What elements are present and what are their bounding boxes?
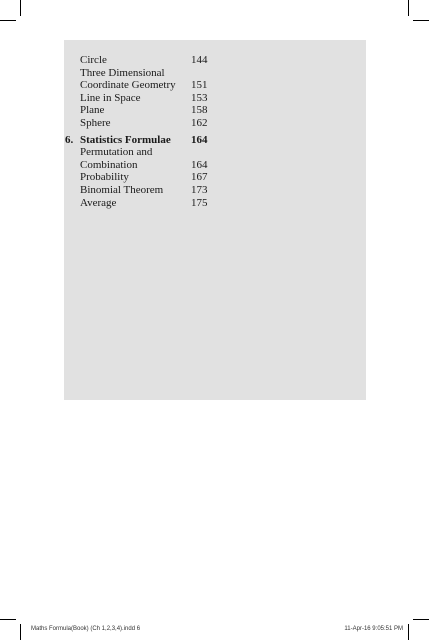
crop-mark-bottom-left <box>20 624 21 640</box>
toc-entry-label: Binomial Theorem <box>80 183 164 196</box>
toc-chapter-title: Statistics Formulae <box>80 133 171 146</box>
crop-mark-left-top <box>0 20 16 21</box>
contents-panel <box>64 40 366 400</box>
crop-mark-bottom-right <box>408 624 409 640</box>
table-of-contents <box>64 54 366 209</box>
toc-entry-label: Permutation and <box>80 146 153 159</box>
slug-file-name: Maths Formula(Book) (Ch 1,2,3,4).indd 6 <box>31 626 141 632</box>
crop-mark-right-top <box>413 20 429 21</box>
toc-chapter-page: 164 <box>191 133 208 146</box>
toc-entry <box>64 171 366 184</box>
toc-entry-label: Sphere <box>80 116 111 129</box>
toc-entry <box>64 67 366 80</box>
slug-timestamp: 11-Apr-16 9:05:51 PM <box>344 626 403 632</box>
crop-mark-left-bottom <box>0 619 16 620</box>
toc-entry-page: 153 <box>191 91 208 104</box>
toc-entry <box>64 117 366 130</box>
toc-entry-label: Average <box>80 196 117 209</box>
crop-mark-right-bottom <box>413 619 429 620</box>
toc-entry-page: 167 <box>191 171 208 184</box>
toc-entry-page: 164 <box>191 158 208 171</box>
toc-entry-page: 144 <box>191 54 208 66</box>
toc-entry-page: 158 <box>191 104 208 117</box>
toc-entry <box>64 104 366 117</box>
toc-entry-label: Probability <box>80 171 129 184</box>
toc-entry-label: Coordinate Geometry <box>80 79 176 92</box>
toc-entry-label: Line in Space <box>80 91 141 104</box>
toc-chapter-heading <box>64 134 366 147</box>
toc-entry <box>64 159 366 172</box>
toc-entry-label: Plane <box>80 104 105 117</box>
toc-entry-label: Circle <box>80 54 107 66</box>
toc-entry-label: Three Dimensional <box>80 66 165 79</box>
toc-entry <box>64 54 366 67</box>
toc-entry-label: Combination <box>80 158 138 171</box>
crop-mark-top-left <box>20 0 21 16</box>
crop-mark-top-right <box>408 0 409 16</box>
toc-chapter-number: 6. <box>65 133 74 146</box>
toc-entry <box>64 197 366 210</box>
toc-entry-page: 173 <box>191 183 208 196</box>
toc-entry <box>64 146 366 159</box>
toc-entry <box>64 92 366 105</box>
toc-entry <box>64 79 366 92</box>
toc-entry-page: 162 <box>191 116 208 129</box>
toc-entry <box>64 184 366 197</box>
toc-entry-page: 151 <box>191 79 208 92</box>
toc-entry-page: 175 <box>191 196 208 209</box>
